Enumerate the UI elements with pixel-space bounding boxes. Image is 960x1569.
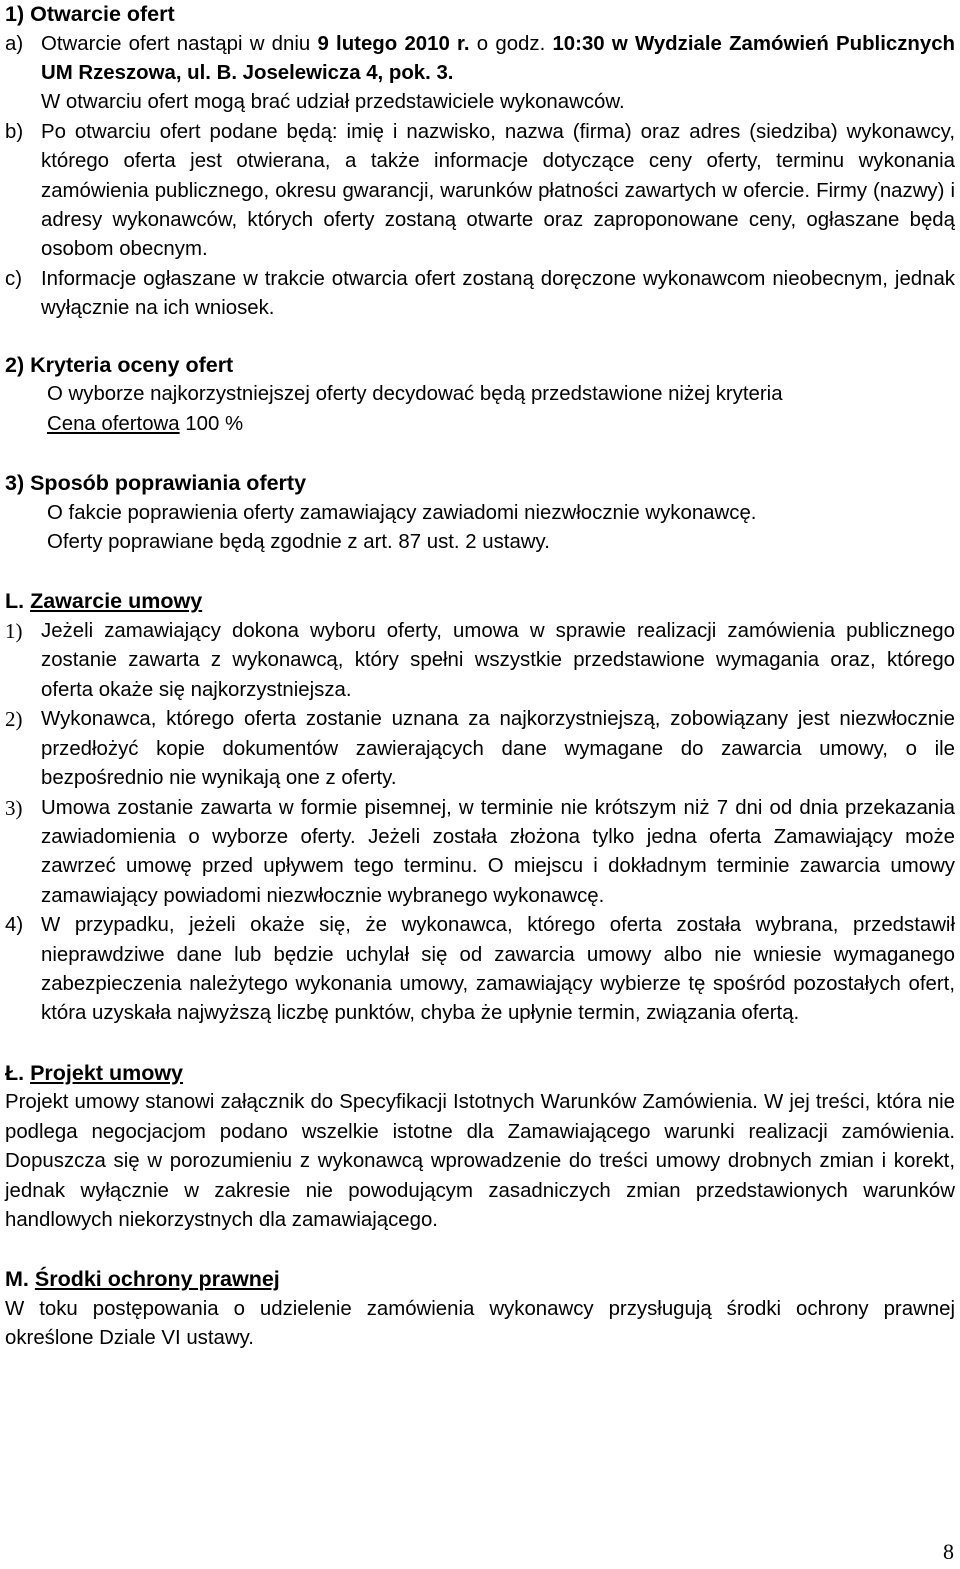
section-m-title: M. Środki ochrony prawnej: [5, 1267, 280, 1292]
section-1-title: 1) Otwarcie ofert: [5, 2, 175, 26]
list-item: 4) W przypadku, jeżeli okaże się, że wykonawca, którego oferta została wybrana, przedstawił nieprawdziwe dane lub będzie uchylał się od zawarcia umowy albo nie wniesie wymaganego zabezpieczenia należytego wykonania umowy, zamawiający wybierze tę spośród pozostałych ofert, która uzyskała najwyższą liczbę punktów, chyba że upłynie termin, związania ofertą.: [5, 914, 955, 1025]
list-item: 2) Wykonawca, którego oferta zostanie uznana za najkorzystniejszą, zobowiązany jest niezwłocznie przedłożyć kopie dokumentów zawierających dane wymagane do zawarcia umowy, o ile bezpośrednio nie wynikają one z oferty.: [5, 707, 955, 790]
item-c-mark: c): [5, 267, 22, 290]
section-3-line2: Oferty poprawiane będą zgodnie z art. 87 ust. 2 ustawy.: [47, 531, 550, 554]
criteria-intro: O wyborze najkorzystniejszej oferty decydować będą przedstawione niżej kryteria: [47, 383, 783, 406]
page-number: 8: [943, 1539, 954, 1564]
item-c: [5, 265, 955, 324]
item-a-text: Otwarcie ofert nastąpi w dniu 9 lutego 2010 r. o godz. 10:30 w Wydziale Zamówień Publicznych UM Rzeszowa, ul. B. Joselewicza 4, pok. 3.: [41, 32, 955, 84]
item-b: [5, 118, 955, 265]
section-3-line1: O fakcie poprawienia oferty zamawiający zawiadomi niezwłocznie wykonawcę.: [47, 501, 757, 524]
item-c-text: Informacje ogłaszane w trakcie otwarcia ofert zostaną doręczone wykonawcom nieobecnym, jednak wyłącznie na ich wniosek.: [41, 267, 955, 320]
section-l-title: L. Zawarcie umowy: [5, 589, 203, 614]
section-m-text: W toku postępowania o udzielenie zamówienia wykonawcy przysługują środki ochrony prawnej określone Dziale VI ustawy.: [5, 1297, 955, 1350]
item-b-mark: b): [5, 120, 24, 143]
section-l-list: [5, 617, 955, 1029]
item-a: [5, 30, 955, 89]
section-l-stroke-title: Ł. Projekt umowy: [5, 1060, 184, 1085]
criteria-line: [5, 410, 955, 439]
section-2-title: 2) Kryteria oceny ofert: [5, 352, 234, 377]
item-a-line2: W otwarciu ofert mogą brać udział przedstawiciele wykonawców.: [41, 91, 625, 114]
criterion-name: Cena ofertowa: [47, 412, 180, 435]
item-b-text: Po otwarciu ofert podane będą: imię i nazwisko, nazwa (firma) oraz adres (siedziba) wykonawcy, którego oferta jest otwierana, a także informacje dotyczące ceny oferty, terminu wykonania zamówienia publicznego, okresu gwarancji, warunków płatności zawartych w ofercie. Firmy (nazwy) i adresy wykonawców, których oferty zostaną otwarte oraz zaproponowane ceny, ogłaszane będą osobom obecnym.: [41, 120, 955, 261]
criterion-weight: 100 %: [179, 412, 244, 435]
document-page: [5, 0, 955, 1354]
list-item: 3) Umowa zostanie zawarta w formie pisemnej, w terminie nie krótszym niż 7 dni od dnia przekazania zawiadomienia o wyborze oferty. Jeżeli została złożona tylko jedna oferta Zamawiający może zawrzeć umowę przed upływem tego terminu. O miejscu i dokładnym terminie zawarcia umowy zamawiający powiadomi niezwłocznie wybranego wykonawcę.: [5, 795, 955, 907]
section-l-stroke-text: Projekt umowy stanowi załącznik do Specyfikacji Istotnych Warunków Zamówienia. W jej treści, która nie podlega negocjacjom podano wszelkie istotne dla Zamawiającego warunki realizacji zamówienia. Dopuszcza się w porozumieniu z wykonawcą wprowadzenie do treści umowy drobnych zmian i korekt, jednak wyłącznie w zakresie nie powodującym zasadniczych zmian przedstawionych warunków handlowych niekorzystnych dla zamawiającego.: [5, 1091, 955, 1231]
item-a-mark: a): [5, 32, 24, 55]
section-3-title: 3) Sposób poprawiania oferty: [5, 471, 307, 496]
list-item: 1) Jeżeli zamawiający dokona wyboru oferty, umowa w sprawie realizacji zamówienia publicznego zostanie zawarta z wykonawcą, który spełni wszystkie przedstawione wymagania oraz, którego oferta okaże się najkorzystniejsza.: [5, 619, 955, 701]
